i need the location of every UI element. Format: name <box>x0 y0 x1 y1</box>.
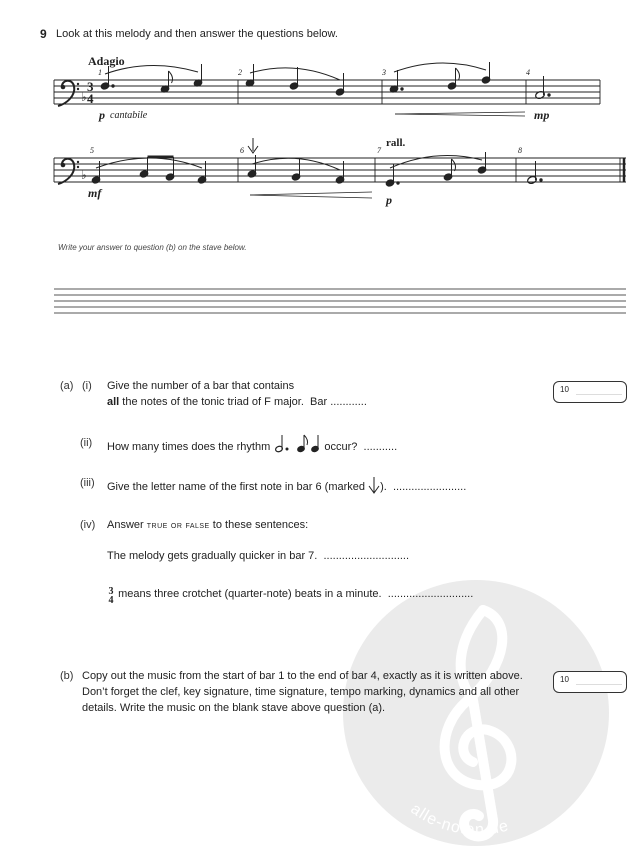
question-b-line3: details. Write the music on the blank stave above question (a). <box>82 702 386 714</box>
question-a-i-line2 <box>107 394 367 410</box>
sub-iv-label: (iv) <box>80 519 96 531</box>
question-a-i-line2-rest: the notes of the tonic triad of F major. <box>122 396 304 408</box>
answer-blank-a-ii[interactable]: ........... <box>363 441 398 453</box>
blank-answer-stave[interactable] <box>54 285 628 321</box>
word-true: true <box>146 520 168 531</box>
dynamic-p: p <box>99 108 105 122</box>
bar-number-5: 5 <box>90 146 94 155</box>
dynamic-mf: mf <box>88 186 102 200</box>
time-sig-top: 3 <box>108 586 114 597</box>
sub-i-label: (i) <box>82 380 92 392</box>
answer-blank-a-iii[interactable]: ........................ <box>392 481 467 493</box>
question-a-iv-answer: Answer <box>107 519 144 531</box>
answer-blank-a-i[interactable]: ............ <box>330 396 367 408</box>
bar-number-6: 6 <box>240 146 244 155</box>
dynamic-mp: mp <box>534 108 550 122</box>
sentence-2-text: means three crotchet (quarter-note) beats in a minute. <box>118 588 382 600</box>
question-a-iv <box>107 517 308 534</box>
word-or: or <box>170 520 183 531</box>
time-sig-bottom: 4 <box>108 595 114 606</box>
answer-blank-s1[interactable]: ............................ <box>323 550 410 562</box>
part-b-label: (b) <box>60 670 74 682</box>
sentence-1-text: The melody gets gradually quicker in bar 7. <box>107 550 318 562</box>
sentence-1 <box>107 548 409 564</box>
question-number: 9 <box>40 27 47 41</box>
question-a-i <box>107 378 367 410</box>
question-b-line1: Copy out the music from the start of bar 1 to the end of bar 4, exactly as it is written above. <box>82 670 523 682</box>
time-signature-3-4-inline <box>107 587 115 605</box>
bar-number-4: 4 <box>526 68 530 77</box>
question-intro: Look at this melody and then answer the questions below. <box>56 28 338 40</box>
emphasis-all: all <box>107 396 120 408</box>
question-a-ii-text: How many times does the rhythm <box>107 441 271 453</box>
expression-cantabile: cantabile <box>110 110 148 121</box>
bar-number-1: 1 <box>98 68 102 77</box>
sub-iii-label: (iii) <box>80 477 95 489</box>
marks-value-a: 10 <box>560 385 569 394</box>
bar-number-7: 7 <box>377 146 381 155</box>
music-score <box>0 0 640 230</box>
bar-number-3: 3 <box>382 68 386 77</box>
svg-text:4: 4 <box>87 91 94 106</box>
question-a-iv-rest: to these sentences: <box>212 519 309 531</box>
key-signature-flat-2-icon: ♭ <box>81 168 87 182</box>
bar-number-8: 8 <box>518 146 522 155</box>
sentence-2 <box>107 586 473 605</box>
bar-1-notes <box>100 64 203 93</box>
question-a-ii <box>107 434 397 455</box>
question-a-ii-occur: occur? <box>324 441 358 453</box>
bar-number-2: 2 <box>238 68 242 77</box>
watermark-text: alle-noten.de <box>407 800 511 839</box>
part-a-label: (a) <box>60 380 74 392</box>
question-b-line2: Don’t forget the clef, key signature, time signature, tempo marking, dynamics and all other <box>82 686 520 698</box>
answer-label-bar: Bar <box>310 396 328 408</box>
down-arrow-icon <box>368 476 380 494</box>
marks-box-a[interactable] <box>553 381 627 403</box>
time-signature-3-4-icon <box>87 79 94 106</box>
word-false: false <box>185 520 210 531</box>
question-b <box>82 668 523 716</box>
bar-8-notes <box>527 161 543 185</box>
question-a-i-line1: Give the number of a bar that contains <box>107 380 295 392</box>
sub-ii-label: (ii) <box>80 437 93 449</box>
bass-clef-icon <box>58 81 79 106</box>
key-signature-flat-icon: ♭ <box>81 90 87 104</box>
question-a-iii <box>107 476 466 495</box>
tempo-marking: Adagio <box>88 54 125 68</box>
bar-3-notes <box>389 62 525 116</box>
marks-box-b[interactable] <box>553 671 627 693</box>
svg-text:3: 3 <box>87 79 94 94</box>
marks-value-b: 10 <box>560 675 569 684</box>
bar-5-notes <box>91 157 207 184</box>
question-a-iii-text: Give the letter name of the first note in bar 6 (marked <box>107 481 366 493</box>
answer-instruction: Write your answer to question (b) on the stave below. <box>58 243 247 252</box>
rall-marking: rall. <box>386 137 406 149</box>
rhythm-dotted-minim-quaver-crotchet-icon <box>273 434 321 454</box>
dynamic-p-bar7: p <box>386 193 392 207</box>
bar-4-notes <box>535 76 551 100</box>
answer-blank-s2[interactable]: ............................ <box>387 588 474 600</box>
question-a-iii-close: ). <box>380 481 387 493</box>
bar-6-notes <box>247 138 372 198</box>
bass-clef-2-icon <box>58 159 79 184</box>
